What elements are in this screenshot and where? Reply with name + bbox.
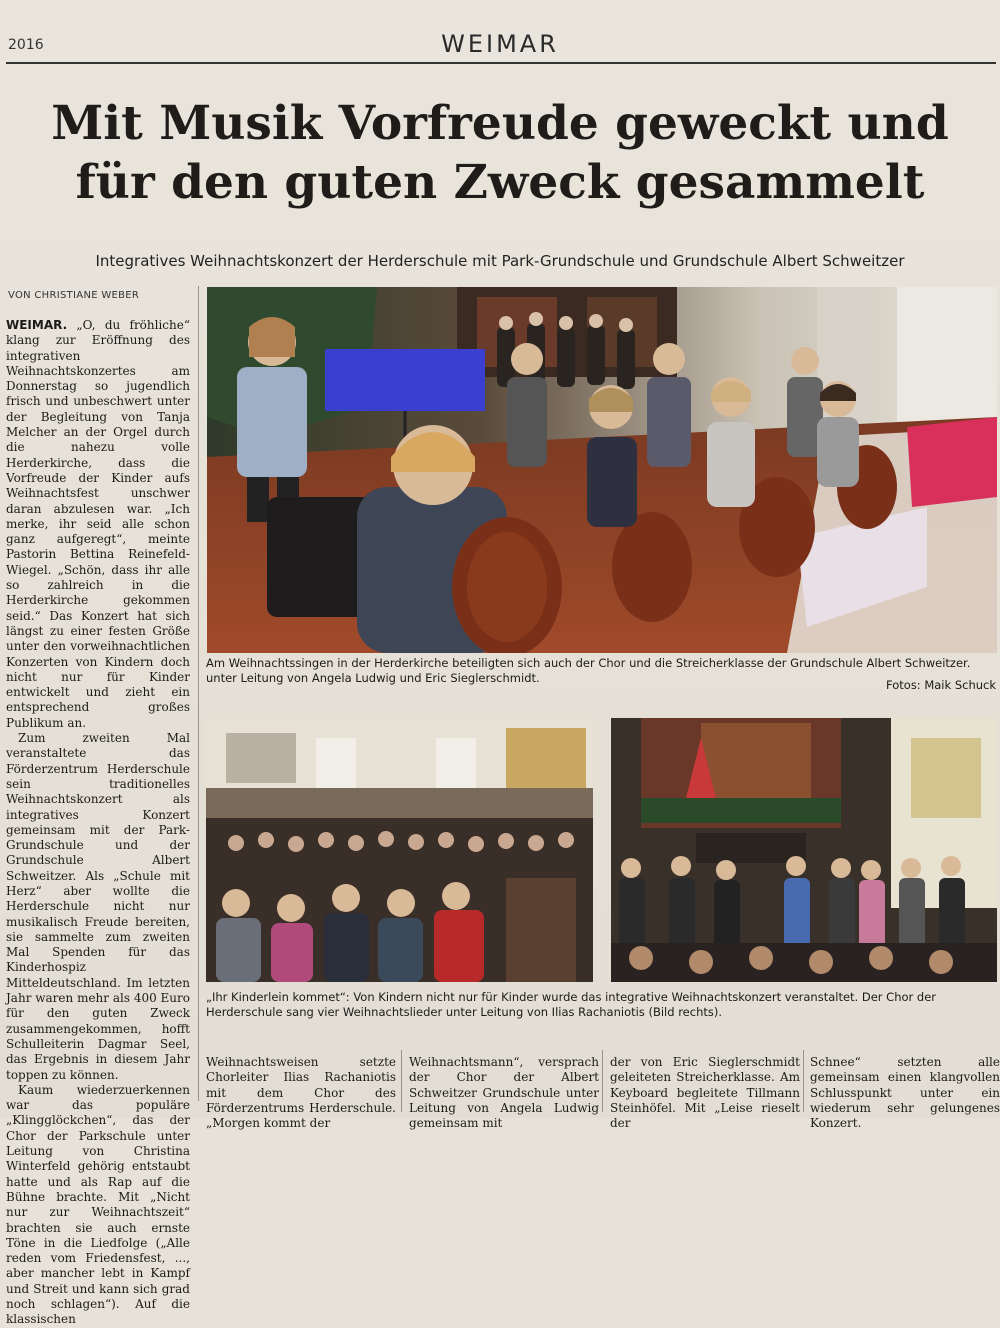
column-rule — [602, 1050, 603, 1112]
paragraph-1-text: „O, du fröhliche“ klang zur Eröffnung des integrativen Weihnachtskonzertes am Donnerstag so jugendlich frisch und unbeschwert unter der Begleitung von Tanja Melcher an der Orgel durch die nahezu volle Herderkirche, dass die Vorfreude der Kinder aufs Weihnachtsfest unschwer daran abzulesen war. „Ich merke, ihr seid alle schon ganz aufgeregt“, meinte Pastorin Bettina Reinefeld-Wiegel. „Schön, dass ihr alle so zahlreich in die Herderkirche gekommen seid.“ Das Konzert hat sich längst zu einer festen Größe unter den vorweihnachtlichen Konzerten von Kindern doch nicht nur für Kinder entwickelt und zieht ein entsprechend großes Publikum an. — [6, 318, 190, 730]
choir-photo — [611, 718, 997, 982]
main-photo-caption: Am Weihnachtssingen in der Herderkirche beteiligten sich auch der Chor und die Streicherklasse der Grundschule Albert Schweitzer. unter Leitung von Angela Ludwig und Eric Sieglerschmidt. — [206, 656, 971, 685]
paragraph-3: Kaum wiederzuerkennen war das populäre „Klingglöckchen“, das der Chor der Parkschule unter Leitung von Christina Winterfeld gehörig entstaubt hatte und als Rap auf die Bühne brachte. Mit „Nicht nur zur Weihnachtszeit“ brachten sie auch ernste Töne in die Liedfolge („Alle reden vom Friedensfest, ..., aber mancher lebt in Kampf und Streit und kann sich grad noch schlagen“). Auf die klassischen — [6, 1082, 190, 1327]
bottom-photos-caption: „Ihr Kinderlein kommet“: Von Kindern nicht nur für Kinder wurde das integrative Weihnachtskonzert veranstaltet. Der Chor der Herderschule sang vier Weihnachtslieder unter Leitung von Ilias Rachaniotis (Bild rechts). — [206, 990, 937, 1019]
issue-year: 2016 — [8, 37, 44, 53]
subtitle: Integratives Weihnachtskonzert der Herderschule mit Park-Grundschule und Grundschule Albert Schweitzer — [95, 252, 905, 270]
column-rule — [401, 1050, 402, 1112]
article-column-bottom-3: der von Eric Sieglerschmidt geleiteten Streicherklasse. Am Keyboard begleitete Tillmann Steinhöfel. Mit „Leise rieselt der — [610, 1055, 800, 1131]
choir-altar-illustration — [611, 718, 997, 982]
audience-photo — [206, 718, 593, 982]
headline-line-1: Mit Musik Vorfreude geweckt und — [51, 96, 949, 151]
article-column-bottom-1: Weihnachtsweisen setzte Chorleiter Ilias Rachaniotis mit dem Chor des Förderzentrums Herderschule. „Morgen kommt der — [206, 1055, 396, 1131]
paragraph-2: Zum zweiten Mal veranstaltete das Förderzentrum Herderschule sein traditionelles Weihnachtskonzert als integratives Konzert gemeinsam mit der Park-Grundschule und der Grundschule Albert Schweitzer. Als „Schule mit Herz“ aber wollte die Herderschule nicht nur musikalisch Freude bereiten, sie sammelte zum zweiten Mal Spenden für das Kinderhospiz Mitteldeutschland. Im letzten Jahr waren mehr als 400 Euro für den guten Zweck zusammengekommen, hofft Schulleiterin Dagmar Seel, das Ergebnis in diesem Jahr toppen zu können. — [6, 731, 190, 1082]
article-column-bottom-4: Schnee“ setzten alle gemeinsam einen klangvollen Schlusspunkt unter ein wiederum sehr gelungenes Konzert. — [810, 1055, 1000, 1131]
column-rule — [198, 286, 199, 1101]
photo-credit: Fotos: Maik Schuck — [886, 678, 996, 692]
main-photo — [207, 287, 997, 653]
orchestra-illustration — [207, 287, 997, 653]
column-rule — [803, 1050, 804, 1112]
paragraph-1 — [6, 318, 190, 731]
section-title: WEIMAR — [441, 30, 559, 58]
author-byline: VON CHRISTIANE WEBER — [8, 290, 140, 301]
headline — [0, 94, 1000, 212]
dateline: WEIMAR. — [6, 318, 68, 332]
headline-line-2: für den guten Zweck gesammelt — [75, 155, 925, 210]
article-column-left — [6, 318, 190, 1328]
article-column-bottom-2: Weihnachtsmann“, versprach der Chor der Albert Schweitzer Grundschule unter Leitung von Angela Ludwig gemeinsam mit — [409, 1055, 599, 1131]
header-rule — [6, 62, 996, 64]
church-audience-illustration — [206, 718, 593, 982]
